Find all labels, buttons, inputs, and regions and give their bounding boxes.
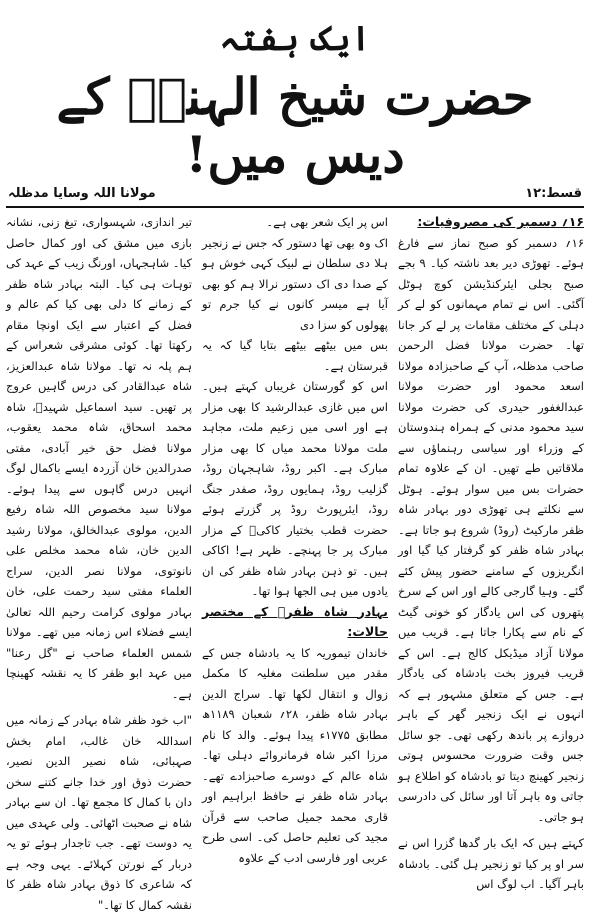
column-left [6, 212, 192, 912]
paragraph: اس پر ایک شعر بھی ہے۔ [266, 215, 388, 229]
section-subheading: ۱۶؍ دسمبر کی مصروفیات: [417, 214, 584, 229]
author-name: مولانا اللہ وسایا مدظلہ [8, 185, 156, 201]
section-subheading: بہادر شاہ ظفرؒ کے مختصر حالات: [202, 603, 388, 639]
header-divider [6, 206, 584, 208]
column-right [398, 212, 584, 891]
paragraph: بس میں بیٹھے بیٹھے بتایا گیا کہ یہ قبرستان ہے۔ [202, 338, 388, 373]
column-middle [202, 212, 388, 865]
part-number: قسط:۱۲ [525, 185, 582, 201]
paragraph: کہتے ہیں کہ ایک بار گدھا گزرا اس نے سر او پر کیا تو زنجیر ہل گئی۔ بادشاہ باہر آگیا۔ اب لوگ اس [398, 836, 584, 891]
byline-bar [8, 182, 582, 204]
quote-paragraph: "اب خود ظفر شاہ بہادر کے زمانہ میں اسداللہ خان غالب، امام بخش صہبائی، شاہ نصیر الدین نصیر، حضرت ذوق اور خدا جانے کتنے سخن دان با کمال کا مجمع تھا۔ ان سے بہادر شاہ نے صحبت اٹھائی۔ ولی عہدی میں یہ دوست تھے۔ جب تاجدار ہوئے تو یہ دربار کے نورتن کہلائے۔ یہی وجہ ہے کہ شاعری کا ذوق بہادر شاہ ظفر کا نقشہ کمال کا تھا۔" [6, 713, 192, 912]
paragraph: تیر اندازی، شہسواری، تیغ زنی، نشانہ بازی میں مشق کی اور کمال حاصل کیا۔ شاہجہاں، اورنگ زیب کے عہد کی توہات ہی کیا۔ البتہ بہادر شاہ ظفر کے زمانے کا دلی بھی کیا کم عالم و فضل کے اعتبار سے ایک اونچا مقام رکھتا تھا۔ کوئی مشرقی شعراس کے ہم پلہ نہ تھا۔ مولانا شاہ عبدالعزیز، شاہ عبدالقادر کی درس گاہیں عروج پر تھیں۔ سید اسماعیل شہیدؒ، شاہ محمد اسحاق، شاہ محمد یعقوب، مولانا فضل حق خیر آبادی، مفتی صدرالدین خان آزردہ ایسے باکمال لوگ انہیں درس گاہوں سے پیدا ہوئے۔ مولانا سید مخصوص اللہ شاہ رفیع الدین، مولوی عبدالخالق، مولانا رشید الدین خان، شاہ محمد مخلص علی نانوتوی، مولانا نصر الدین، سراج العلماء مفتی سید رحمت علی، خان بہادر مولوی کرامت رحیم اللہ تعالیٰ ایسے فضلاء اس زمانہ میں تھے۔ مولانا شمس العلماء صاحب نے "گل رعنا" میں عہد ابو ظفر کا یہ نقشہ کھینچا ہے۔ [6, 215, 192, 701]
paragraph: خاندان تیموریہ کا یہ بادشاہ جس کے مقدر میں سلطنت مغلیہ کا مکمل زوال و انتقال لکھا تھا۔ سراج الدین بہادر شاہ ظفر، ۲۸؍ شعبان ۱۱۸۹ھ مطابق ۱۷۷۵ء پیدا ہوئے۔ والد کا نام مرزا اکبر شاہ فرمانروائے دہلی تھا۔ شاہ عالم کے دوسرے صاحبزادے تھے۔ بہادر شاہ ظفر نے حافظ ابراہیم اور قاری محمد جمیل صاحب سے قرآن مجید کی تعلیم حاصل کی۔ اسی طرح عربی اور فارسی ادب کے علاوہ [202, 645, 388, 865]
article-columns [6, 212, 584, 912]
poem-verse: اک وہ بھی تھا دستور کہ جس نے زنجیر ہلا دی سلطان نے لبیک کہی خوش ہو کے صدا دی اک دستور نرالا ہم کو بھی آیا ہے میسر کانوں نے کیا جرم تو پھولوں کو سزا دی [202, 235, 388, 332]
kicker-title: ایک ہفتہ [219, 19, 371, 59]
headline: حضرت شیخ الہندؒ کے دیس میں! [56, 67, 534, 184]
paragraph: اس کو گورستان غریباں کہتے ہیں۔ اس میں غازی عبدالرشید کا بھی مزار ہے اور اسی میں زعیم ملت، مجاہد ملت مولانا محمد میاں کا بھی مزار مبارک ہے۔ اکبر روڈ، شاہجہان روڈ، گزلیب روڈ، ہمایوں روڈ، صفدر جنگ روڈ، ایئرپورٹ روڈ پر گزرتے ہوئے حضرت قطب بختیار کاکیؒ کے مزار مبارک پر جا پہنچے۔ ظہر ہے! اکاکی ہیں۔ تو ذہن بہادر شاہ ظفر کی ان یادوں میں ہی الجھا ہوا تھا۔ [202, 379, 388, 598]
paragraph: ۱۶؍ دسمبر کو صبح نماز سے فارغ ہوئے۔ تھوڑی دیر بعد ناشتہ کیا۔ ۹ بجے صبح بجلی ایئرکنڈیشن کوچ ہوٹل آگئی۔ اس نے تمام مہمانوں کو لے کر دہلی کے مختلف مقامات پر لے کر جانا تھا۔ حضرت مولانا فضل الرحمن صاحب مدظلہ، آپ کے صاحبزادہ مولانا اسعد محمود اور حضرت مولانا عبدالغفور حیدری کی حضرت مولانا سید محمود مدنی کے ہمراہ ہندوستان کے وزراء اور سیاسی رہنماؤں سے ملاقاتیں طے تھیں۔ ان کے علاوہ تمام حضرات بس میں سوار ہوئے۔ ہوٹل سے نکلتے ہی تھوڑی دور بہادر شاہ ظفر مارکیٹ (روڈ) شروع ہو جاتا ہے۔ بہادر شاہ ظفر کو گرفتار کیا گیا اور انگریزوں کے سامنے حضور پیش کئے گئے۔ وہیا گارجی کالے اور اس کے سرخ پتھروں کی اس یادگار کو خونی گیٹ کے نام سے پکارا جاتا ہے۔ قریب میں مولانا آزاد میڈیکل کالج ہے۔ اس کے قریب فیروز بخت بادشاہ کی یادگار ہے۔ جس کے متعلق مشہور ہے کہ انہوں نے ایک زنجیر گھر کے باہر دروازے پر باندھ رکھی تھی۔ جو سائل جس وقت ضرورت محسوس ہوتی زنجیر کھینچ دیتا تو بادشاہ کو اطلاع ہو جاتی وہ باہر آتا اور سائل کی دادرسی ہو جاتی۔ [398, 235, 584, 824]
